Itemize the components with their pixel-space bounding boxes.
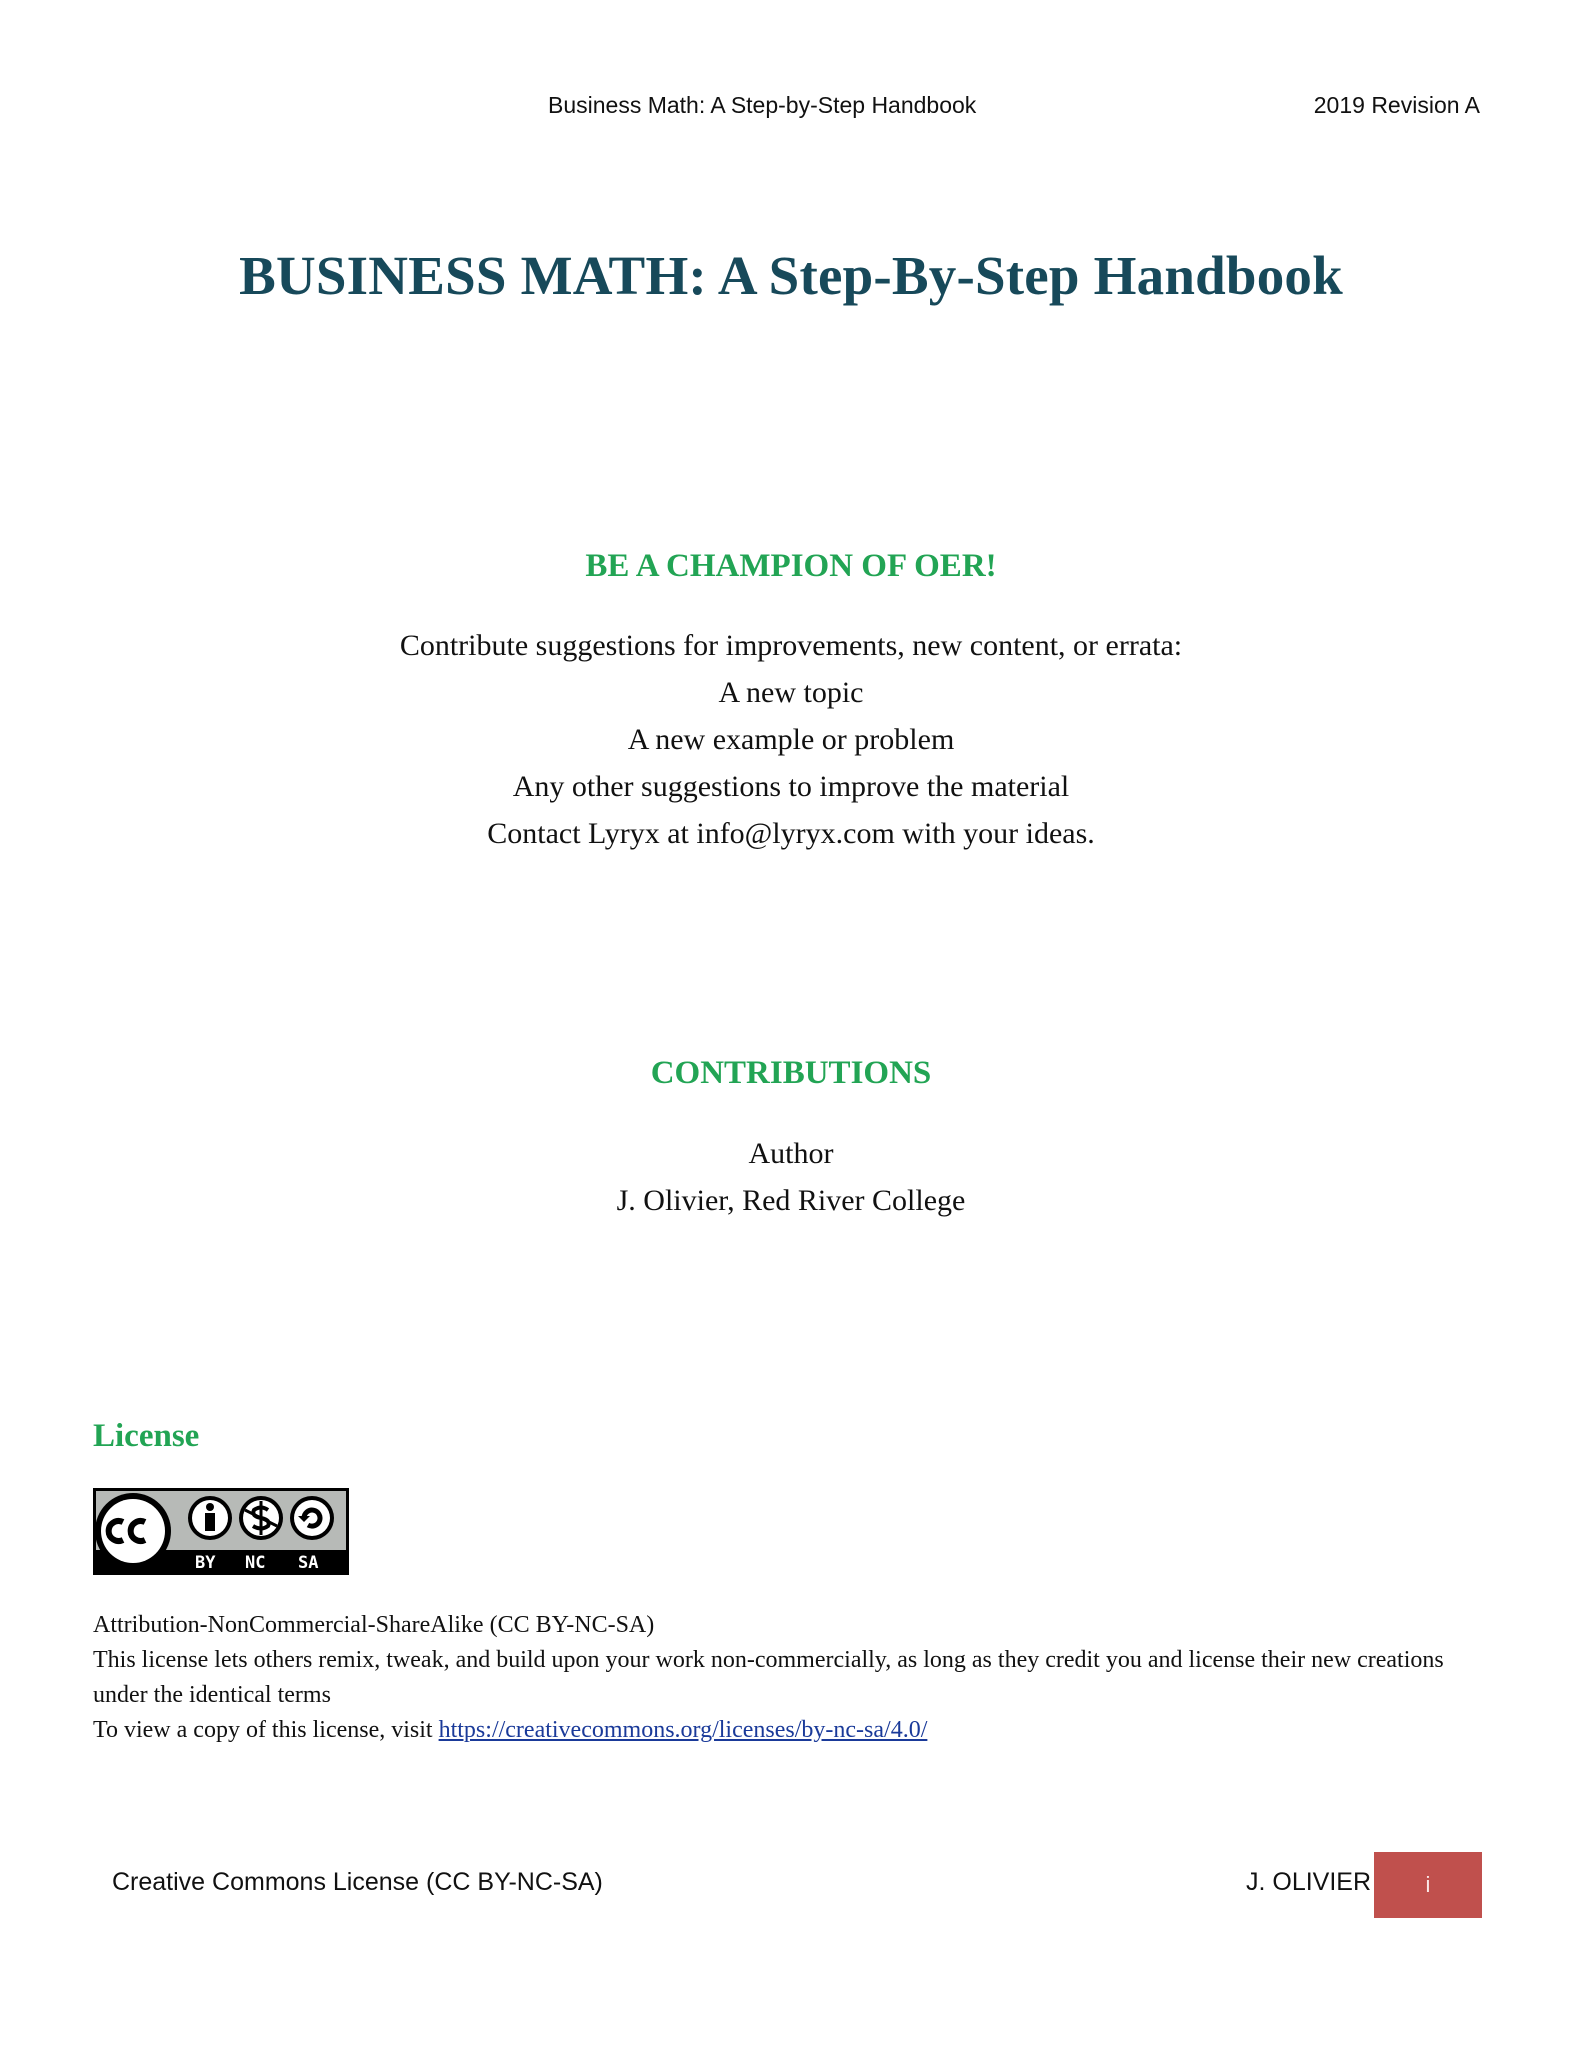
oer-heading: BE A CHAMPION OF OER!: [585, 548, 997, 584]
header-revision: 2019 Revision A: [1313, 92, 1480, 118]
page-number: i: [1374, 1852, 1482, 1918]
badge-label: BY: [195, 1553, 216, 1573]
running-footer: [0, 1868, 1582, 1908]
license-url-link[interactable]: https://creativecommons.org/licenses/by-nc-sa/4.0/: [438, 1717, 928, 1743]
cc-by-nc-sa-badge: [93, 1488, 349, 1575]
nc-icon: [239, 1496, 283, 1540]
license-view-line: [93, 1713, 1493, 1748]
sa-icon: [290, 1496, 334, 1540]
by-icon: [188, 1496, 232, 1540]
oer-line: A new topic: [718, 676, 864, 709]
footer-author: J. OLIVIER: [1246, 1868, 1372, 1896]
oer-line: Any other suggestions to improve the material: [512, 770, 1070, 803]
header-book-title: Business Math: A Step-by-Step Handbook: [548, 92, 977, 118]
license-text: [93, 1608, 1493, 1748]
license-view-prefix: To view a copy of this license, visit: [93, 1717, 439, 1743]
contributions-heading: CONTRIBUTIONS: [650, 1055, 932, 1091]
cc-icon: [95, 1493, 171, 1569]
badge-label: NC: [245, 1553, 266, 1573]
contributions-lines: [0, 1130, 1582, 1224]
license-name: Attribution-NonCommercial-ShareAlike (CC BY-NC-SA): [93, 1612, 655, 1638]
running-header: [0, 92, 1582, 122]
contributor-role: Author: [748, 1137, 834, 1170]
oer-line: Contact Lyryx at info@lyryx.com with your ideas.: [487, 817, 1095, 850]
footer-license: Creative Commons License (CC BY-NC-SA): [112, 1868, 603, 1896]
oer-line: Contribute suggestions for improvements, new content, or errata:: [399, 629, 1183, 662]
contributor-name: J. Olivier, Red River College: [616, 1184, 966, 1217]
license-heading: License: [93, 1418, 200, 1454]
license-description: This license lets others remix, tweak, and build upon your work non-commercially, as long as they credit you and license their new creations under the identical terms: [93, 1647, 1444, 1708]
oer-line: A new example or problem: [627, 723, 955, 756]
badge-label: SA: [298, 1553, 319, 1573]
oer-lines: [0, 622, 1582, 857]
document-title: BUSINESS MATH: A Step-By-Step Handbook: [239, 245, 1343, 306]
